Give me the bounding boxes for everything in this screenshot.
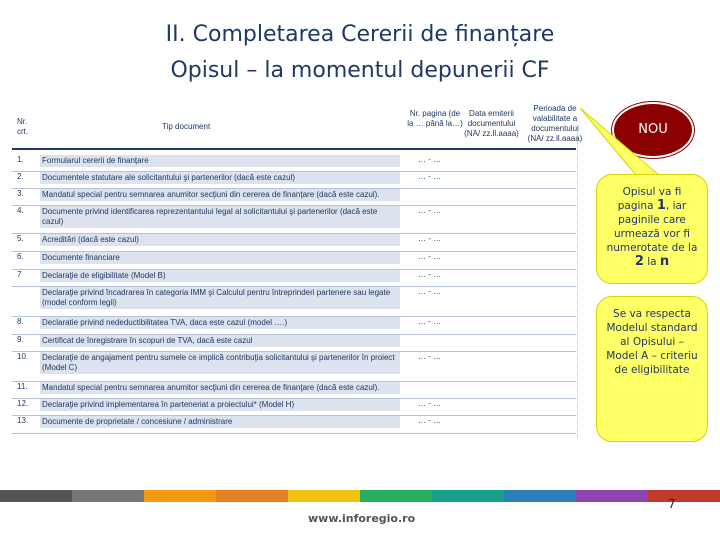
header-tip-document: Tip document	[162, 122, 211, 131]
header-data-emiterii: Data emiterii documentului (NA/ zz.ll.aaaa)	[464, 109, 519, 138]
row-pages: … - …	[418, 172, 442, 181]
row-pages: … - …	[418, 252, 442, 261]
footer-url: www.inforegio.ro	[308, 512, 416, 525]
header-pagina: Nr. pagina (de la … până la…)	[407, 109, 463, 128]
row-pages: … - …	[418, 352, 442, 361]
page-number: 7	[668, 497, 676, 511]
row-pages: … - …	[418, 416, 442, 425]
row-document: Mandatul special pentru semnarea anumitor secţiuni din cererea de finanţare (dacă este cazul).	[40, 382, 400, 394]
header-perioada: Perioada de valabilitate a documentului (NA/ zz.ll.aaaa)	[527, 104, 583, 143]
callout1-text-c: la	[647, 256, 657, 268]
slide-title-line1: II. Completarea Cererii de finanțare	[165, 22, 555, 47]
row-number: 1.	[17, 155, 24, 164]
footer-color-bar	[0, 490, 720, 502]
row-pages: … - …	[418, 155, 442, 164]
row-pages: … - …	[418, 399, 442, 408]
callout1-num-n: n	[659, 254, 670, 269]
row-number: 11.	[17, 382, 28, 391]
row-number: 13.	[17, 416, 29, 425]
row-pages: … - …	[418, 206, 442, 215]
row-document: Certificat de înregistrare în scopuri de TVA, dacă este cazul	[40, 335, 400, 347]
row-document: Documente financiare	[40, 252, 400, 264]
callout-page-numbering	[596, 174, 708, 284]
row-document: Declaraţie privind încadrarea în categoria IMM şi Calculul pentru întreprinderi partenere sau legate (model conform legii)	[40, 287, 400, 309]
row-number: 12.	[17, 399, 29, 408]
row-pages: … - …	[418, 287, 442, 296]
row-pages: … - …	[418, 317, 442, 326]
row-number: 3.	[17, 189, 24, 198]
row-document: Declaratie privind nedeductibilitatea TVA, daca este cazul (model ….)	[40, 317, 400, 329]
header-nr: Nr. crt.	[17, 117, 29, 136]
row-number: 4.	[17, 206, 24, 215]
row-document: Acreditări (dacă este cazul)	[40, 234, 400, 246]
row-number: 6.	[17, 252, 24, 261]
callout1-text-a: Opisul va fi pagina	[617, 186, 682, 212]
callout1-num-1: 1	[656, 198, 666, 213]
row-document: Declaraţie de angajament pentru sumele ce implică contribuţia solicitantului şi partenerilor în proiect (Model C)	[40, 352, 400, 374]
callout1-text-b: , iar paginile care urmează vor fi numerotate de la	[606, 200, 698, 254]
callout2-text: Se va respecta Modelul standard al Opisului – Model A – criteriu de eligibilitate	[606, 308, 698, 376]
callout-model-standard	[596, 296, 708, 442]
row-document: Declaraţie de eligibilitate (Model B)	[40, 270, 400, 282]
row-document: Mandatul special pentru semnarea anumitor secţiuni din cererea de finanţare (dacă este cazul).	[40, 189, 400, 201]
row-number: 5.	[17, 234, 24, 243]
row-number: 9.	[17, 335, 24, 344]
row-document: Declaraţie privind implementarea în parteneriat a proiectului* (Model H)	[40, 399, 400, 411]
row-number: 7	[17, 270, 22, 279]
row-number: 2.	[17, 172, 24, 181]
row-pages: … - …	[418, 234, 442, 243]
row-document: Formularul cererii de finanțare	[40, 155, 400, 167]
row-document: Documente de proprietate / concesiune / administrare	[40, 416, 400, 428]
slide-title-line2: Opisul – la momentul depunerii CF	[170, 58, 550, 83]
row-number: 10.	[17, 352, 29, 361]
callout1-num-2: 2	[634, 254, 644, 269]
row-document: Documentele statutare ale solicitantului şi partenerilor (dacă este cazul)	[40, 172, 400, 184]
row-pages: … - …	[418, 270, 442, 279]
row-document: Documente privind identificarea reprezentantului legal al solicitantului şi partenerilor (dacă este cazul)	[40, 206, 400, 228]
row-number: 8.	[17, 317, 24, 326]
nou-badge: NOU	[612, 102, 694, 158]
